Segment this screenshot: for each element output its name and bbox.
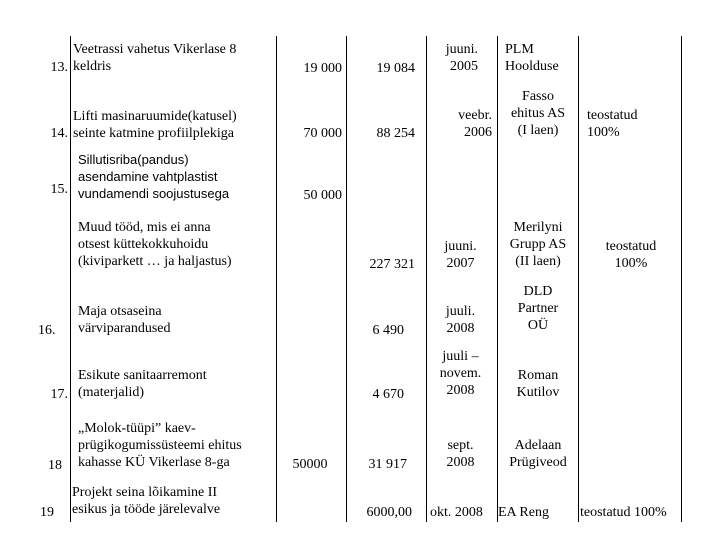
- row-description: Esikute sanitaarremont (materjalid): [78, 368, 207, 400]
- grid-line: [578, 36, 579, 522]
- actual-cost: 6000,00: [366, 505, 412, 520]
- row-number: 17.: [50, 387, 68, 402]
- status: teostatud 100%: [587, 108, 638, 140]
- row-number: 19: [40, 505, 54, 520]
- planned-cost: 19 000: [303, 61, 342, 76]
- actual-cost: 31 917: [368, 457, 407, 472]
- row-number: 18: [48, 458, 62, 473]
- row-description: Sillutisriba(pandus) asendamine vahtplastist vundamendi soojustusega: [78, 152, 230, 201]
- grid-line: [346, 36, 347, 522]
- contractor: EA Reng: [498, 505, 549, 520]
- completion-date: juuli. 2008: [445, 304, 476, 336]
- contractor: Roman Kutilov: [516, 368, 560, 400]
- planned-cost: 50 000: [303, 188, 342, 203]
- row-number: 16.: [38, 323, 56, 338]
- row-number: 14.: [50, 126, 68, 141]
- actual-cost: 6 490: [372, 323, 404, 338]
- row-description: Muud tööd, mis ei anna otsest küttekokkuhoidu (kiviparkett … ja haljastus): [78, 220, 232, 269]
- actual-cost: 19 084: [376, 61, 415, 76]
- grid-line: [497, 36, 498, 522]
- contractor: DLD Partner OÜ: [517, 284, 559, 333]
- status: teostatud 100%: [605, 239, 657, 271]
- completion-date: juuli – novem. 2008: [439, 349, 482, 398]
- completion-date: juuni. 2005: [445, 42, 478, 74]
- status: teostatud 100%: [580, 505, 667, 520]
- contractor: Adelaan Prügiveod: [509, 438, 567, 470]
- row-description: Maja otsaseina värviparandused: [78, 304, 171, 336]
- row-description: Lifti masinaruumide(katusel) seinte katmine profiilplekiga: [73, 109, 237, 141]
- grid-line: [681, 36, 682, 522]
- contractor: PLM Hoolduse: [505, 42, 559, 74]
- row-number: 15.: [50, 182, 68, 197]
- completion-date: sept. 2008: [446, 438, 475, 470]
- row-description: Projekt seina lõikamine II esikus ja tööde järelevalve: [72, 485, 221, 517]
- grid-line: [70, 36, 71, 522]
- planned-cost: 50000: [292, 457, 328, 472]
- contractor: Merilyni Grupp AS (II laen): [509, 220, 567, 269]
- contractor: Fasso ehitus AS (I laen): [510, 89, 566, 138]
- actual-cost: 88 254: [376, 126, 415, 141]
- planned-cost: 70 000: [303, 126, 342, 141]
- completion-date: okt. 2008: [430, 505, 483, 520]
- grid-line: [426, 36, 427, 522]
- completion-date: juuni. 2007: [444, 239, 477, 271]
- actual-cost: 4 670: [372, 387, 404, 402]
- grid-line: [276, 36, 277, 522]
- row-description: Veetrassi vahetus Vikerlase 8 keldris: [73, 42, 237, 74]
- row-description: „Molok-tüüpi” kaev- prügikogumissüsteemi ehitus kahasse KÜ Vikerlase 8-ga: [78, 421, 242, 470]
- completion-date: veebr. 2006: [458, 108, 492, 140]
- row-number: 13.: [50, 60, 68, 75]
- actual-cost: 227 321: [369, 257, 415, 272]
